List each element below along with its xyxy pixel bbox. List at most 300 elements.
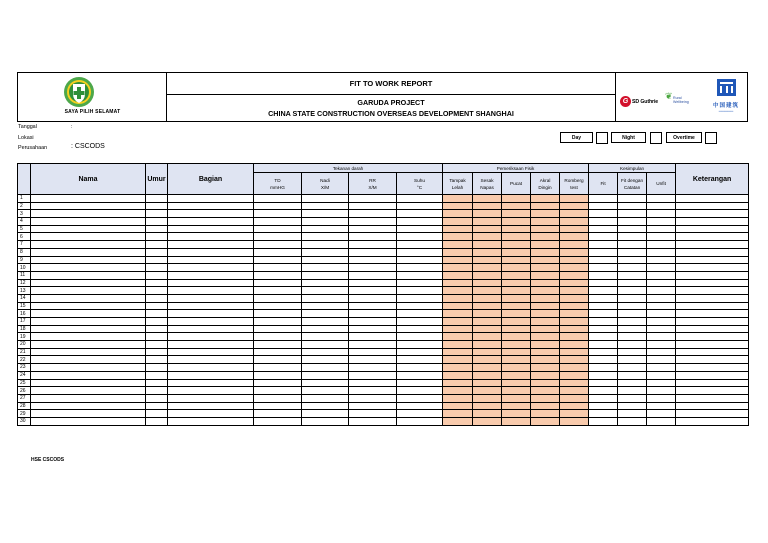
table-cell[interactable] bbox=[254, 356, 302, 364]
table-cell[interactable] bbox=[302, 310, 349, 318]
table-cell[interactable] bbox=[618, 264, 647, 272]
table-cell[interactable] bbox=[589, 310, 618, 318]
table-cell[interactable] bbox=[647, 264, 676, 272]
table-cell[interactable] bbox=[31, 287, 146, 295]
table-cell[interactable] bbox=[502, 394, 531, 402]
table-cell[interactable] bbox=[502, 210, 531, 218]
table-cell[interactable] bbox=[146, 356, 168, 364]
table-cell[interactable] bbox=[560, 241, 589, 249]
table-cell[interactable] bbox=[349, 333, 397, 341]
table-cell[interactable] bbox=[168, 333, 254, 341]
table-cell[interactable] bbox=[397, 279, 443, 287]
table-cell[interactable] bbox=[589, 410, 618, 418]
table-cell[interactable] bbox=[531, 233, 560, 241]
table-cell[interactable] bbox=[676, 318, 749, 326]
table-cell[interactable] bbox=[647, 271, 676, 279]
table-cell[interactable] bbox=[676, 310, 749, 318]
table-cell[interactable] bbox=[502, 341, 531, 349]
table-cell[interactable] bbox=[560, 210, 589, 218]
table-cell[interactable] bbox=[397, 371, 443, 379]
table-cell[interactable] bbox=[676, 410, 749, 418]
table-cell[interactable] bbox=[531, 410, 560, 418]
table-cell[interactable] bbox=[146, 233, 168, 241]
table-cell[interactable] bbox=[254, 202, 302, 210]
table-cell[interactable] bbox=[443, 325, 473, 333]
table-cell[interactable] bbox=[647, 402, 676, 410]
table-cell[interactable] bbox=[589, 225, 618, 233]
table-cell[interactable] bbox=[31, 248, 146, 256]
table-cell[interactable] bbox=[589, 271, 618, 279]
table-cell[interactable] bbox=[397, 394, 443, 402]
table-cell[interactable] bbox=[560, 225, 589, 233]
table-cell[interactable] bbox=[443, 279, 473, 287]
table-cell[interactable] bbox=[397, 294, 443, 302]
table-cell[interactable] bbox=[676, 348, 749, 356]
table-cell[interactable] bbox=[443, 333, 473, 341]
table-cell[interactable] bbox=[31, 356, 146, 364]
table-cell[interactable] bbox=[254, 318, 302, 326]
table-cell[interactable] bbox=[647, 379, 676, 387]
table-cell[interactable] bbox=[31, 264, 146, 272]
table-cell[interactable] bbox=[502, 371, 531, 379]
table-cell[interactable] bbox=[647, 294, 676, 302]
table-cell[interactable] bbox=[647, 225, 676, 233]
table-cell[interactable] bbox=[31, 348, 146, 356]
table-cell[interactable] bbox=[560, 394, 589, 402]
table-cell[interactable] bbox=[146, 394, 168, 402]
table-cell[interactable] bbox=[560, 195, 589, 203]
table-cell[interactable] bbox=[31, 371, 146, 379]
table-cell[interactable] bbox=[676, 225, 749, 233]
table-cell[interactable] bbox=[647, 341, 676, 349]
table-cell[interactable] bbox=[618, 364, 647, 372]
table-cell[interactable] bbox=[531, 225, 560, 233]
table-cell[interactable] bbox=[618, 279, 647, 287]
table-cell[interactable] bbox=[254, 248, 302, 256]
table-cell[interactable] bbox=[531, 394, 560, 402]
table-cell[interactable] bbox=[254, 325, 302, 333]
table-cell[interactable] bbox=[618, 287, 647, 295]
table-cell[interactable] bbox=[31, 210, 146, 218]
table-cell[interactable] bbox=[146, 248, 168, 256]
table-cell[interactable] bbox=[146, 341, 168, 349]
table-cell[interactable] bbox=[531, 379, 560, 387]
table-cell[interactable] bbox=[302, 341, 349, 349]
table-cell[interactable] bbox=[473, 233, 502, 241]
table-cell[interactable] bbox=[31, 364, 146, 372]
night-checkbox[interactable] bbox=[650, 132, 662, 144]
table-cell[interactable] bbox=[146, 325, 168, 333]
table-cell[interactable] bbox=[647, 256, 676, 264]
table-cell[interactable] bbox=[254, 279, 302, 287]
table-cell[interactable] bbox=[618, 417, 647, 425]
table-cell[interactable] bbox=[443, 341, 473, 349]
table-cell[interactable] bbox=[302, 218, 349, 226]
table-cell[interactable] bbox=[168, 417, 254, 425]
table-cell[interactable] bbox=[146, 310, 168, 318]
table-cell[interactable] bbox=[397, 356, 443, 364]
table-cell[interactable] bbox=[502, 387, 531, 395]
table-cell[interactable] bbox=[443, 248, 473, 256]
table-cell[interactable] bbox=[146, 379, 168, 387]
table-cell[interactable] bbox=[349, 287, 397, 295]
table-cell[interactable] bbox=[531, 264, 560, 272]
table-cell[interactable] bbox=[647, 210, 676, 218]
table-cell[interactable] bbox=[676, 325, 749, 333]
table-cell[interactable] bbox=[473, 364, 502, 372]
table-cell[interactable] bbox=[560, 325, 589, 333]
table-cell[interactable] bbox=[302, 371, 349, 379]
table-cell[interactable] bbox=[502, 310, 531, 318]
table-cell[interactable] bbox=[302, 287, 349, 295]
table-cell[interactable] bbox=[168, 241, 254, 249]
table-cell[interactable] bbox=[349, 233, 397, 241]
table-cell[interactable] bbox=[31, 233, 146, 241]
table-cell[interactable] bbox=[397, 333, 443, 341]
table-cell[interactable] bbox=[531, 210, 560, 218]
table-cell[interactable] bbox=[31, 271, 146, 279]
table-cell[interactable] bbox=[647, 348, 676, 356]
table-cell[interactable] bbox=[254, 410, 302, 418]
table-cell[interactable] bbox=[349, 195, 397, 203]
table-cell[interactable] bbox=[254, 233, 302, 241]
table-cell[interactable] bbox=[560, 264, 589, 272]
table-cell[interactable] bbox=[531, 302, 560, 310]
table-cell[interactable] bbox=[146, 371, 168, 379]
table-cell[interactable] bbox=[443, 402, 473, 410]
table-cell[interactable] bbox=[146, 333, 168, 341]
table-cell[interactable] bbox=[560, 318, 589, 326]
table-cell[interactable] bbox=[502, 379, 531, 387]
table-cell[interactable] bbox=[589, 417, 618, 425]
table-cell[interactable] bbox=[618, 218, 647, 226]
table-cell[interactable] bbox=[531, 371, 560, 379]
table-cell[interactable] bbox=[302, 318, 349, 326]
table-cell[interactable] bbox=[473, 218, 502, 226]
table-cell[interactable] bbox=[168, 356, 254, 364]
table-cell[interactable] bbox=[618, 271, 647, 279]
table-cell[interactable] bbox=[397, 225, 443, 233]
table-cell[interactable] bbox=[502, 417, 531, 425]
table-cell[interactable] bbox=[397, 310, 443, 318]
table-cell[interactable] bbox=[254, 341, 302, 349]
table-cell[interactable] bbox=[146, 218, 168, 226]
table-cell[interactable] bbox=[443, 410, 473, 418]
table-cell[interactable] bbox=[302, 225, 349, 233]
table-cell[interactable] bbox=[647, 417, 676, 425]
table-cell[interactable] bbox=[254, 387, 302, 395]
table-cell[interactable] bbox=[560, 248, 589, 256]
table-cell[interactable] bbox=[502, 264, 531, 272]
table-cell[interactable] bbox=[618, 410, 647, 418]
table-cell[interactable] bbox=[302, 417, 349, 425]
table-cell[interactable] bbox=[349, 302, 397, 310]
table-cell[interactable] bbox=[589, 364, 618, 372]
table-cell[interactable] bbox=[647, 325, 676, 333]
table-cell[interactable] bbox=[397, 287, 443, 295]
table-cell[interactable] bbox=[443, 371, 473, 379]
table-cell[interactable] bbox=[676, 271, 749, 279]
table-cell[interactable] bbox=[473, 241, 502, 249]
table-cell[interactable] bbox=[168, 341, 254, 349]
table-cell[interactable] bbox=[397, 417, 443, 425]
table-cell[interactable] bbox=[531, 356, 560, 364]
table-cell[interactable] bbox=[168, 202, 254, 210]
table-cell[interactable] bbox=[31, 294, 146, 302]
table-cell[interactable] bbox=[146, 417, 168, 425]
table-cell[interactable] bbox=[349, 279, 397, 287]
table-cell[interactable] bbox=[31, 410, 146, 418]
table-cell[interactable] bbox=[473, 356, 502, 364]
table-cell[interactable] bbox=[473, 325, 502, 333]
table-cell[interactable] bbox=[254, 210, 302, 218]
table-cell[interactable] bbox=[560, 218, 589, 226]
table-cell[interactable] bbox=[146, 225, 168, 233]
table-cell[interactable] bbox=[647, 333, 676, 341]
table-cell[interactable] bbox=[146, 302, 168, 310]
table-cell[interactable] bbox=[443, 233, 473, 241]
table-cell[interactable] bbox=[254, 371, 302, 379]
table-cell[interactable] bbox=[618, 233, 647, 241]
table-cell[interactable] bbox=[647, 195, 676, 203]
table-cell[interactable] bbox=[443, 218, 473, 226]
table-cell[interactable] bbox=[254, 241, 302, 249]
table-cell[interactable] bbox=[502, 279, 531, 287]
table-cell[interactable] bbox=[146, 256, 168, 264]
table-cell[interactable] bbox=[531, 318, 560, 326]
table-cell[interactable] bbox=[443, 394, 473, 402]
table-cell[interactable] bbox=[676, 402, 749, 410]
table-cell[interactable] bbox=[443, 387, 473, 395]
table-cell[interactable] bbox=[349, 364, 397, 372]
table-cell[interactable] bbox=[31, 241, 146, 249]
table-cell[interactable] bbox=[168, 225, 254, 233]
table-cell[interactable] bbox=[473, 371, 502, 379]
table-cell[interactable] bbox=[349, 241, 397, 249]
table-cell[interactable] bbox=[397, 271, 443, 279]
table-cell[interactable] bbox=[443, 348, 473, 356]
table-cell[interactable] bbox=[647, 387, 676, 395]
table-cell[interactable] bbox=[647, 302, 676, 310]
table-cell[interactable] bbox=[443, 356, 473, 364]
table-cell[interactable] bbox=[146, 387, 168, 395]
table-cell[interactable] bbox=[168, 248, 254, 256]
table-cell[interactable] bbox=[146, 402, 168, 410]
table-cell[interactable] bbox=[443, 202, 473, 210]
table-cell[interactable] bbox=[589, 233, 618, 241]
table-cell[interactable] bbox=[443, 287, 473, 295]
table-cell[interactable] bbox=[168, 233, 254, 241]
table-cell[interactable] bbox=[31, 402, 146, 410]
table-cell[interactable] bbox=[397, 248, 443, 256]
table-cell[interactable] bbox=[397, 202, 443, 210]
table-cell[interactable] bbox=[618, 387, 647, 395]
table-cell[interactable] bbox=[676, 333, 749, 341]
table-cell[interactable] bbox=[31, 387, 146, 395]
table-cell[interactable] bbox=[302, 256, 349, 264]
table-cell[interactable] bbox=[502, 356, 531, 364]
table-cell[interactable] bbox=[473, 417, 502, 425]
table-cell[interactable] bbox=[473, 379, 502, 387]
table-cell[interactable] bbox=[502, 318, 531, 326]
table-cell[interactable] bbox=[473, 248, 502, 256]
table-cell[interactable] bbox=[302, 241, 349, 249]
table-cell[interactable] bbox=[302, 279, 349, 287]
table-cell[interactable] bbox=[531, 256, 560, 264]
table-cell[interactable] bbox=[302, 387, 349, 395]
table-cell[interactable] bbox=[254, 310, 302, 318]
table-cell[interactable] bbox=[618, 379, 647, 387]
table-cell[interactable] bbox=[397, 387, 443, 395]
table-cell[interactable] bbox=[647, 233, 676, 241]
table-cell[interactable] bbox=[676, 195, 749, 203]
table-cell[interactable] bbox=[589, 371, 618, 379]
table-cell[interactable] bbox=[589, 241, 618, 249]
table-cell[interactable] bbox=[618, 202, 647, 210]
table-cell[interactable] bbox=[502, 402, 531, 410]
table-cell[interactable] bbox=[589, 302, 618, 310]
table-cell[interactable] bbox=[443, 225, 473, 233]
table-cell[interactable] bbox=[302, 210, 349, 218]
table-cell[interactable] bbox=[647, 218, 676, 226]
table-cell[interactable] bbox=[146, 271, 168, 279]
table-cell[interactable] bbox=[589, 248, 618, 256]
table-cell[interactable] bbox=[560, 387, 589, 395]
table-cell[interactable] bbox=[473, 210, 502, 218]
table-cell[interactable] bbox=[589, 394, 618, 402]
table-cell[interactable] bbox=[168, 364, 254, 372]
table-cell[interactable] bbox=[676, 356, 749, 364]
table-cell[interactable] bbox=[349, 225, 397, 233]
table-cell[interactable] bbox=[254, 394, 302, 402]
table-cell[interactable] bbox=[349, 202, 397, 210]
table-cell[interactable] bbox=[168, 218, 254, 226]
table-cell[interactable] bbox=[647, 248, 676, 256]
table-cell[interactable] bbox=[397, 348, 443, 356]
table-cell[interactable] bbox=[676, 302, 749, 310]
table-cell[interactable] bbox=[531, 387, 560, 395]
table-cell[interactable] bbox=[168, 325, 254, 333]
table-cell[interactable] bbox=[618, 248, 647, 256]
table-cell[interactable] bbox=[618, 318, 647, 326]
table-cell[interactable] bbox=[31, 379, 146, 387]
table-cell[interactable] bbox=[443, 417, 473, 425]
table-cell[interactable] bbox=[168, 394, 254, 402]
table-cell[interactable] bbox=[168, 264, 254, 272]
table-cell[interactable] bbox=[302, 302, 349, 310]
table-cell[interactable] bbox=[560, 302, 589, 310]
table-cell[interactable] bbox=[473, 256, 502, 264]
table-cell[interactable] bbox=[589, 256, 618, 264]
table-cell[interactable] bbox=[531, 325, 560, 333]
table-cell[interactable] bbox=[676, 241, 749, 249]
table-cell[interactable] bbox=[146, 210, 168, 218]
table-cell[interactable] bbox=[146, 294, 168, 302]
day-checkbox[interactable] bbox=[596, 132, 608, 144]
table-cell[interactable] bbox=[397, 364, 443, 372]
table-cell[interactable] bbox=[302, 195, 349, 203]
table-cell[interactable] bbox=[254, 271, 302, 279]
table-cell[interactable] bbox=[473, 294, 502, 302]
table-cell[interactable] bbox=[397, 341, 443, 349]
table-cell[interactable] bbox=[254, 333, 302, 341]
table-cell[interactable] bbox=[618, 225, 647, 233]
table-cell[interactable] bbox=[647, 394, 676, 402]
table-cell[interactable] bbox=[473, 402, 502, 410]
table-cell[interactable] bbox=[146, 287, 168, 295]
table-cell[interactable] bbox=[589, 294, 618, 302]
table-cell[interactable] bbox=[618, 310, 647, 318]
table-cell[interactable] bbox=[647, 371, 676, 379]
table-cell[interactable] bbox=[531, 348, 560, 356]
table-cell[interactable] bbox=[647, 318, 676, 326]
table-cell[interactable] bbox=[397, 318, 443, 326]
overtime-checkbox[interactable] bbox=[705, 132, 717, 144]
table-cell[interactable] bbox=[531, 310, 560, 318]
table-cell[interactable] bbox=[589, 348, 618, 356]
table-cell[interactable] bbox=[168, 195, 254, 203]
table-cell[interactable] bbox=[473, 225, 502, 233]
table-cell[interactable] bbox=[146, 279, 168, 287]
table-cell[interactable] bbox=[254, 417, 302, 425]
table-cell[interactable] bbox=[502, 294, 531, 302]
table-cell[interactable] bbox=[502, 225, 531, 233]
table-cell[interactable] bbox=[146, 241, 168, 249]
table-cell[interactable] bbox=[589, 325, 618, 333]
table-cell[interactable] bbox=[502, 410, 531, 418]
table-cell[interactable] bbox=[531, 333, 560, 341]
table-cell[interactable] bbox=[443, 379, 473, 387]
table-cell[interactable] bbox=[560, 310, 589, 318]
table-cell[interactable] bbox=[443, 310, 473, 318]
table-cell[interactable] bbox=[647, 410, 676, 418]
table-cell[interactable] bbox=[349, 264, 397, 272]
table-cell[interactable] bbox=[443, 264, 473, 272]
table-cell[interactable] bbox=[560, 356, 589, 364]
table-cell[interactable] bbox=[443, 195, 473, 203]
table-cell[interactable] bbox=[473, 394, 502, 402]
table-cell[interactable] bbox=[589, 318, 618, 326]
table-cell[interactable] bbox=[560, 271, 589, 279]
table-cell[interactable] bbox=[349, 356, 397, 364]
table-cell[interactable] bbox=[254, 225, 302, 233]
table-cell[interactable] bbox=[302, 410, 349, 418]
table-cell[interactable] bbox=[302, 294, 349, 302]
table-cell[interactable] bbox=[146, 264, 168, 272]
table-cell[interactable] bbox=[676, 202, 749, 210]
table-cell[interactable] bbox=[589, 387, 618, 395]
table-cell[interactable] bbox=[676, 218, 749, 226]
table-cell[interactable] bbox=[502, 248, 531, 256]
table-cell[interactable] bbox=[560, 341, 589, 349]
table-cell[interactable] bbox=[254, 348, 302, 356]
table-cell[interactable] bbox=[302, 264, 349, 272]
table-cell[interactable] bbox=[254, 364, 302, 372]
table-cell[interactable] bbox=[443, 302, 473, 310]
table-cell[interactable] bbox=[397, 302, 443, 310]
table-cell[interactable] bbox=[146, 318, 168, 326]
table-cell[interactable] bbox=[146, 348, 168, 356]
table-cell[interactable] bbox=[168, 379, 254, 387]
table-cell[interactable] bbox=[647, 202, 676, 210]
table-cell[interactable] bbox=[473, 387, 502, 395]
table-cell[interactable] bbox=[531, 341, 560, 349]
table-cell[interactable] bbox=[560, 410, 589, 418]
table-cell[interactable] bbox=[349, 371, 397, 379]
table-cell[interactable] bbox=[502, 271, 531, 279]
table-cell[interactable] bbox=[502, 333, 531, 341]
table-cell[interactable] bbox=[531, 279, 560, 287]
